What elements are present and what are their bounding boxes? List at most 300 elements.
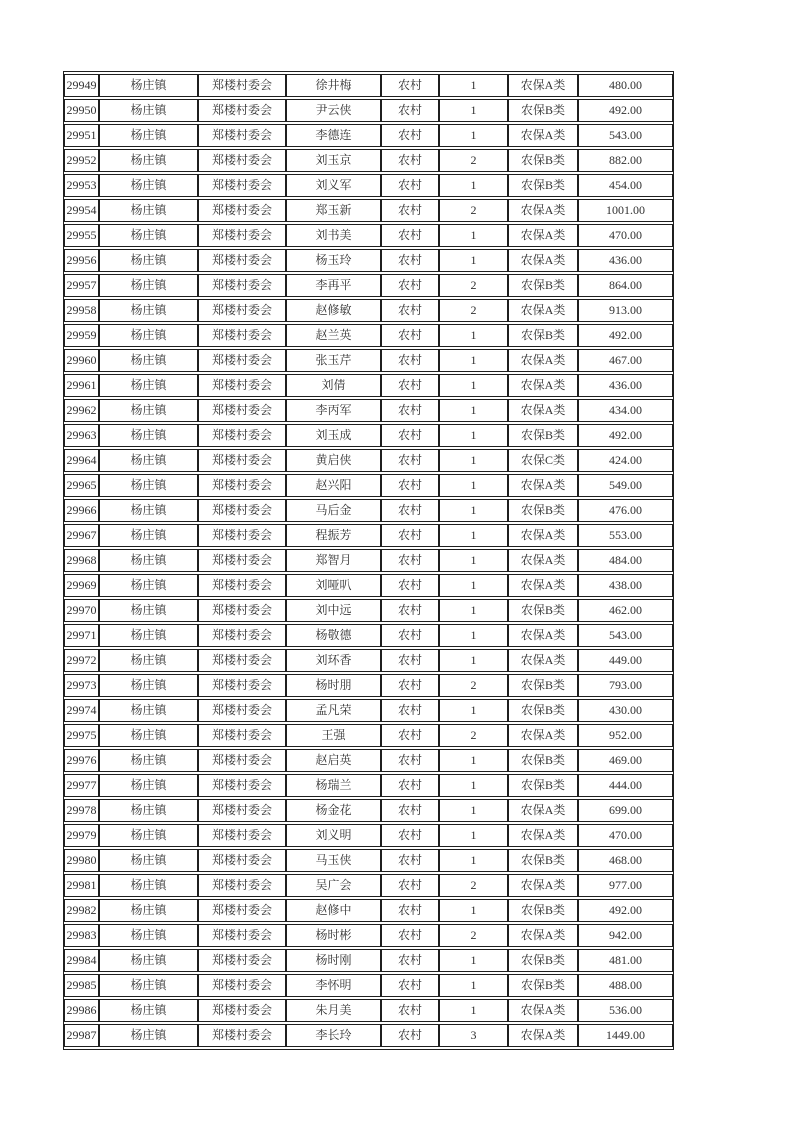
cell-serial-number: 29961 [64,374,99,397]
table-row [64,124,673,147]
cell-person-count: 1 [439,999,508,1022]
cell-person-name: 刘义明 [286,824,381,847]
cell-serial-number: 29964 [64,449,99,472]
cell-person-name: 程振芳 [286,524,381,547]
cell-person-count: 1 [439,949,508,972]
cell-person-name: 赵修中 [286,899,381,922]
cell-amount: 449.00 [578,649,673,672]
cell-serial-number: 29970 [64,599,99,622]
cell-serial-number: 29977 [64,774,99,797]
cell-person-count: 1 [439,249,508,272]
cell-amount: 470.00 [578,824,673,847]
cell-person-name: 李德连 [286,124,381,147]
cell-town: 杨庄镇 [99,799,198,822]
cell-village-committee: 郑楼村委会 [198,349,286,372]
cell-town: 杨庄镇 [99,274,198,297]
cell-village-committee: 郑楼村委会 [198,449,286,472]
cell-insurance-category: 农保A类 [508,574,578,597]
cell-insurance-category: 农保A类 [508,299,578,322]
cell-insurance-category: 农保B类 [508,599,578,622]
cell-residence-type: 农村 [381,674,439,697]
cell-insurance-category: 农保A类 [508,824,578,847]
cell-serial-number: 29985 [64,974,99,997]
cell-amount: 1001.00 [578,199,673,222]
cell-amount: 480.00 [578,74,673,97]
cell-serial-number: 29956 [64,249,99,272]
cell-insurance-category: 农保A类 [508,999,578,1022]
cell-person-name: 李怀明 [286,974,381,997]
cell-town: 杨庄镇 [99,374,198,397]
cell-residence-type: 农村 [381,349,439,372]
cell-insurance-category: 农保B类 [508,99,578,122]
cell-person-count: 1 [439,74,508,97]
cell-insurance-category: 农保B类 [508,499,578,522]
cell-town: 杨庄镇 [99,774,198,797]
cell-residence-type: 农村 [381,599,439,622]
cell-person-name: 刘中远 [286,599,381,622]
cell-residence-type: 农村 [381,1024,439,1047]
cell-insurance-category: 农保B类 [508,699,578,722]
cell-amount: 864.00 [578,274,673,297]
cell-town: 杨庄镇 [99,474,198,497]
cell-amount: 462.00 [578,599,673,622]
cell-person-name: 郑智月 [286,549,381,572]
cell-insurance-category: 农保B类 [508,974,578,997]
cell-serial-number: 29984 [64,949,99,972]
table-row [64,874,673,897]
cell-amount: 492.00 [578,324,673,347]
cell-person-count: 2 [439,874,508,897]
cell-residence-type: 农村 [381,924,439,947]
cell-residence-type: 农村 [381,499,439,522]
cell-village-committee: 郑楼村委会 [198,399,286,422]
cell-town: 杨庄镇 [99,574,198,597]
cell-village-committee: 郑楼村委会 [198,74,286,97]
cell-village-committee: 郑楼村委会 [198,99,286,122]
cell-insurance-category: 农保A类 [508,199,578,222]
table-row [64,1024,673,1047]
cell-person-name: 徐井梅 [286,74,381,97]
cell-insurance-category: 农保C类 [508,449,578,472]
cell-village-committee: 郑楼村委会 [198,549,286,572]
cell-insurance-category: 农保B类 [508,949,578,972]
cell-town: 杨庄镇 [99,899,198,922]
cell-person-name: 杨敬德 [286,624,381,647]
cell-person-count: 1 [439,374,508,397]
cell-person-name: 刘环香 [286,649,381,672]
cell-town: 杨庄镇 [99,699,198,722]
cell-person-count: 2 [439,149,508,172]
cell-residence-type: 农村 [381,324,439,347]
table-row [64,724,673,747]
cell-village-committee: 郑楼村委会 [198,974,286,997]
cell-residence-type: 农村 [381,249,439,272]
cell-town: 杨庄镇 [99,624,198,647]
cell-person-count: 1 [439,524,508,547]
table-row [64,924,673,947]
cell-village-committee: 郑楼村委会 [198,824,286,847]
cell-insurance-category: 农保B类 [508,899,578,922]
cell-serial-number: 29987 [64,1024,99,1047]
cell-insurance-category: 农保A类 [508,349,578,372]
cell-town: 杨庄镇 [99,599,198,622]
cell-town: 杨庄镇 [99,249,198,272]
cell-town: 杨庄镇 [99,449,198,472]
cell-amount: 952.00 [578,724,673,747]
cell-village-committee: 郑楼村委会 [198,1024,286,1047]
cell-serial-number: 29978 [64,799,99,822]
cell-town: 杨庄镇 [99,674,198,697]
cell-serial-number: 29949 [64,74,99,97]
cell-person-name: 黄启侠 [286,449,381,472]
cell-town: 杨庄镇 [99,99,198,122]
cell-amount: 476.00 [578,499,673,522]
cell-serial-number: 29979 [64,824,99,847]
cell-residence-type: 农村 [381,174,439,197]
cell-person-name: 尹云侠 [286,99,381,122]
cell-serial-number: 29963 [64,424,99,447]
cell-person-count: 1 [439,799,508,822]
cell-amount: 543.00 [578,624,673,647]
cell-person-name: 吴广会 [286,874,381,897]
cell-insurance-category: 农保A类 [508,74,578,97]
cell-person-name: 王强 [286,724,381,747]
cell-person-count: 2 [439,199,508,222]
cell-amount: 492.00 [578,899,673,922]
cell-village-committee: 郑楼村委会 [198,674,286,697]
cell-village-committee: 郑楼村委会 [198,299,286,322]
cell-insurance-category: 农保A类 [508,624,578,647]
cell-person-count: 1 [439,499,508,522]
cell-amount: 436.00 [578,249,673,272]
cell-residence-type: 农村 [381,899,439,922]
cell-village-committee: 郑楼村委会 [198,199,286,222]
table-row [64,399,673,422]
cell-insurance-category: 农保B类 [508,324,578,347]
cell-town: 杨庄镇 [99,749,198,772]
cell-serial-number: 29959 [64,324,99,347]
cell-insurance-category: 农保A类 [508,549,578,572]
cell-person-name: 刘哑叭 [286,574,381,597]
cell-town: 杨庄镇 [99,299,198,322]
cell-person-count: 1 [439,424,508,447]
cell-serial-number: 29982 [64,899,99,922]
cell-serial-number: 29967 [64,524,99,547]
cell-person-name: 杨时刚 [286,949,381,972]
cell-person-count: 2 [439,724,508,747]
cell-village-committee: 郑楼村委会 [198,899,286,922]
cell-village-committee: 郑楼村委会 [198,524,286,547]
table-row [64,574,673,597]
cell-amount: 536.00 [578,999,673,1022]
cell-person-count: 1 [439,174,508,197]
cell-person-count: 1 [439,974,508,997]
cell-residence-type: 农村 [381,374,439,397]
cell-amount: 793.00 [578,674,673,697]
cell-town: 杨庄镇 [99,974,198,997]
cell-village-committee: 郑楼村委会 [198,374,286,397]
cell-person-count: 1 [439,699,508,722]
cell-amount: 549.00 [578,474,673,497]
cell-village-committee: 郑楼村委会 [198,324,286,347]
cell-residence-type: 农村 [381,799,439,822]
cell-residence-type: 农村 [381,474,439,497]
cell-person-count: 1 [439,849,508,872]
cell-amount: 434.00 [578,399,673,422]
table-row [64,424,673,447]
cell-person-name: 刘义军 [286,174,381,197]
table-row [64,174,673,197]
cell-residence-type: 农村 [381,724,439,747]
cell-amount: 913.00 [578,299,673,322]
cell-town: 杨庄镇 [99,724,198,747]
cell-serial-number: 29955 [64,224,99,247]
cell-town: 杨庄镇 [99,824,198,847]
cell-residence-type: 农村 [381,299,439,322]
cell-insurance-category: 农保A类 [508,399,578,422]
table-row [64,899,673,922]
cell-person-count: 2 [439,674,508,697]
cell-serial-number: 29960 [64,349,99,372]
cell-serial-number: 29957 [64,274,99,297]
table-row [64,199,673,222]
cell-amount: 430.00 [578,699,673,722]
cell-amount: 424.00 [578,449,673,472]
cell-amount: 699.00 [578,799,673,822]
cell-insurance-category: 农保B类 [508,149,578,172]
cell-person-count: 2 [439,924,508,947]
cell-serial-number: 29986 [64,999,99,1022]
cell-serial-number: 29968 [64,549,99,572]
cell-residence-type: 农村 [381,274,439,297]
cell-residence-type: 农村 [381,999,439,1022]
cell-residence-type: 农村 [381,224,439,247]
cell-town: 杨庄镇 [99,524,198,547]
table-row [64,499,673,522]
cell-village-committee: 郑楼村委会 [198,999,286,1022]
cell-village-committee: 郑楼村委会 [198,574,286,597]
cell-serial-number: 29958 [64,299,99,322]
cell-person-name: 郑玉新 [286,199,381,222]
cell-village-committee: 郑楼村委会 [198,249,286,272]
cell-amount: 470.00 [578,224,673,247]
cell-person-name: 赵兰英 [286,324,381,347]
table-row [64,699,673,722]
cell-person-count: 1 [439,624,508,647]
cell-insurance-category: 农保B类 [508,674,578,697]
cell-village-committee: 郑楼村委会 [198,949,286,972]
cell-village-committee: 郑楼村委会 [198,274,286,297]
table-row [64,549,673,572]
cell-residence-type: 农村 [381,874,439,897]
cell-residence-type: 农村 [381,649,439,672]
cell-person-name: 刘倩 [286,374,381,397]
cell-residence-type: 农村 [381,574,439,597]
cell-insurance-category: 农保B类 [508,274,578,297]
cell-person-count: 1 [439,749,508,772]
cell-residence-type: 农村 [381,824,439,847]
cell-insurance-category: 农保B类 [508,849,578,872]
cell-town: 杨庄镇 [99,149,198,172]
cell-person-name: 李长玲 [286,1024,381,1047]
cell-serial-number: 29974 [64,699,99,722]
table-row [64,774,673,797]
cell-person-name: 李丙军 [286,399,381,422]
cell-residence-type: 农村 [381,99,439,122]
table-row [64,74,673,97]
table-row [64,849,673,872]
cell-amount: 438.00 [578,574,673,597]
cell-person-count: 3 [439,1024,508,1047]
cell-insurance-category: 农保A类 [508,374,578,397]
cell-amount: 1449.00 [578,1024,673,1047]
cell-town: 杨庄镇 [99,999,198,1022]
cell-serial-number: 29981 [64,874,99,897]
cell-amount: 481.00 [578,949,673,972]
cell-person-count: 1 [439,899,508,922]
cell-village-committee: 郑楼村委会 [198,424,286,447]
cell-insurance-category: 农保A类 [508,924,578,947]
cell-person-name: 马后金 [286,499,381,522]
cell-serial-number: 29972 [64,649,99,672]
table-row [64,749,673,772]
cell-residence-type: 农村 [381,549,439,572]
cell-residence-type: 农村 [381,974,439,997]
cell-insurance-category: 农保A类 [508,799,578,822]
table-row [64,524,673,547]
cell-residence-type: 农村 [381,749,439,772]
cell-person-name: 朱月美 [286,999,381,1022]
table-row [64,449,673,472]
cell-insurance-category: 农保A类 [508,124,578,147]
cell-serial-number: 29962 [64,399,99,422]
cell-insurance-category: 农保A类 [508,474,578,497]
cell-village-committee: 郑楼村委会 [198,474,286,497]
table-row [64,949,673,972]
cell-amount: 942.00 [578,924,673,947]
cell-amount: 492.00 [578,99,673,122]
cell-residence-type: 农村 [381,849,439,872]
cell-person-name: 杨时彬 [286,924,381,947]
cell-person-name: 赵兴阳 [286,474,381,497]
cell-serial-number: 29973 [64,674,99,697]
cell-village-committee: 郑楼村委会 [198,124,286,147]
cell-insurance-category: 农保B类 [508,174,578,197]
cell-person-name: 杨瑞兰 [286,774,381,797]
cell-person-name: 张玉芹 [286,349,381,372]
cell-residence-type: 农村 [381,199,439,222]
cell-village-committee: 郑楼村委会 [198,799,286,822]
cell-residence-type: 农村 [381,949,439,972]
cell-town: 杨庄镇 [99,874,198,897]
cell-insurance-category: 农保B类 [508,424,578,447]
cell-village-committee: 郑楼村委会 [198,874,286,897]
cell-village-committee: 郑楼村委会 [198,774,286,797]
cell-town: 杨庄镇 [99,174,198,197]
cell-insurance-category: 农保A类 [508,524,578,547]
cell-town: 杨庄镇 [99,399,198,422]
cell-serial-number: 29965 [64,474,99,497]
cell-town: 杨庄镇 [99,499,198,522]
cell-person-count: 1 [439,474,508,497]
cell-town: 杨庄镇 [99,424,198,447]
cell-village-committee: 郑楼村委会 [198,699,286,722]
cell-person-name: 刘书美 [286,224,381,247]
cell-residence-type: 农村 [381,449,439,472]
cell-insurance-category: 农保A类 [508,649,578,672]
cell-insurance-category: 农保B类 [508,749,578,772]
cell-residence-type: 农村 [381,774,439,797]
cell-insurance-category: 农保A类 [508,874,578,897]
table-row [64,799,673,822]
cell-person-count: 1 [439,399,508,422]
cell-serial-number: 29980 [64,849,99,872]
cell-serial-number: 29954 [64,199,99,222]
cell-town: 杨庄镇 [99,924,198,947]
cell-serial-number: 29983 [64,924,99,947]
cell-person-count: 1 [439,349,508,372]
cell-person-count: 2 [439,274,508,297]
cell-village-committee: 郑楼村委会 [198,499,286,522]
cell-insurance-category: 农保A类 [508,724,578,747]
cell-village-committee: 郑楼村委会 [198,149,286,172]
cell-residence-type: 农村 [381,74,439,97]
cell-serial-number: 29951 [64,124,99,147]
cell-town: 杨庄镇 [99,349,198,372]
table-row [64,474,673,497]
cell-serial-number: 29971 [64,624,99,647]
cell-person-count: 2 [439,299,508,322]
cell-insurance-category: 农保A类 [508,249,578,272]
cell-town: 杨庄镇 [99,224,198,247]
table-row [64,349,673,372]
cell-amount: 467.00 [578,349,673,372]
cell-town: 杨庄镇 [99,124,198,147]
cell-person-name: 马玉侠 [286,849,381,872]
cell-person-count: 1 [439,649,508,672]
cell-amount: 436.00 [578,374,673,397]
cell-residence-type: 农村 [381,124,439,147]
cell-village-committee: 郑楼村委会 [198,924,286,947]
cell-town: 杨庄镇 [99,849,198,872]
cell-serial-number: 29975 [64,724,99,747]
table-row [64,649,673,672]
table-row [64,674,673,697]
cell-amount: 977.00 [578,874,673,897]
cell-village-committee: 郑楼村委会 [198,224,286,247]
cell-person-name: 杨金花 [286,799,381,822]
cell-amount: 454.00 [578,174,673,197]
cell-town: 杨庄镇 [99,1024,198,1047]
table-row [64,824,673,847]
cell-amount: 444.00 [578,774,673,797]
table-row [64,374,673,397]
cell-village-committee: 郑楼村委会 [198,624,286,647]
cell-amount: 484.00 [578,549,673,572]
table-row [64,249,673,272]
cell-person-count: 1 [439,774,508,797]
table-body [64,74,673,1047]
cell-village-committee: 郑楼村委会 [198,599,286,622]
cell-town: 杨庄镇 [99,949,198,972]
table-row [64,224,673,247]
cell-person-name: 李再平 [286,274,381,297]
cell-insurance-category: 农保B类 [508,774,578,797]
cell-person-count: 1 [439,599,508,622]
cell-serial-number: 29953 [64,174,99,197]
cell-insurance-category: 农保A类 [508,224,578,247]
cell-residence-type: 农村 [381,524,439,547]
